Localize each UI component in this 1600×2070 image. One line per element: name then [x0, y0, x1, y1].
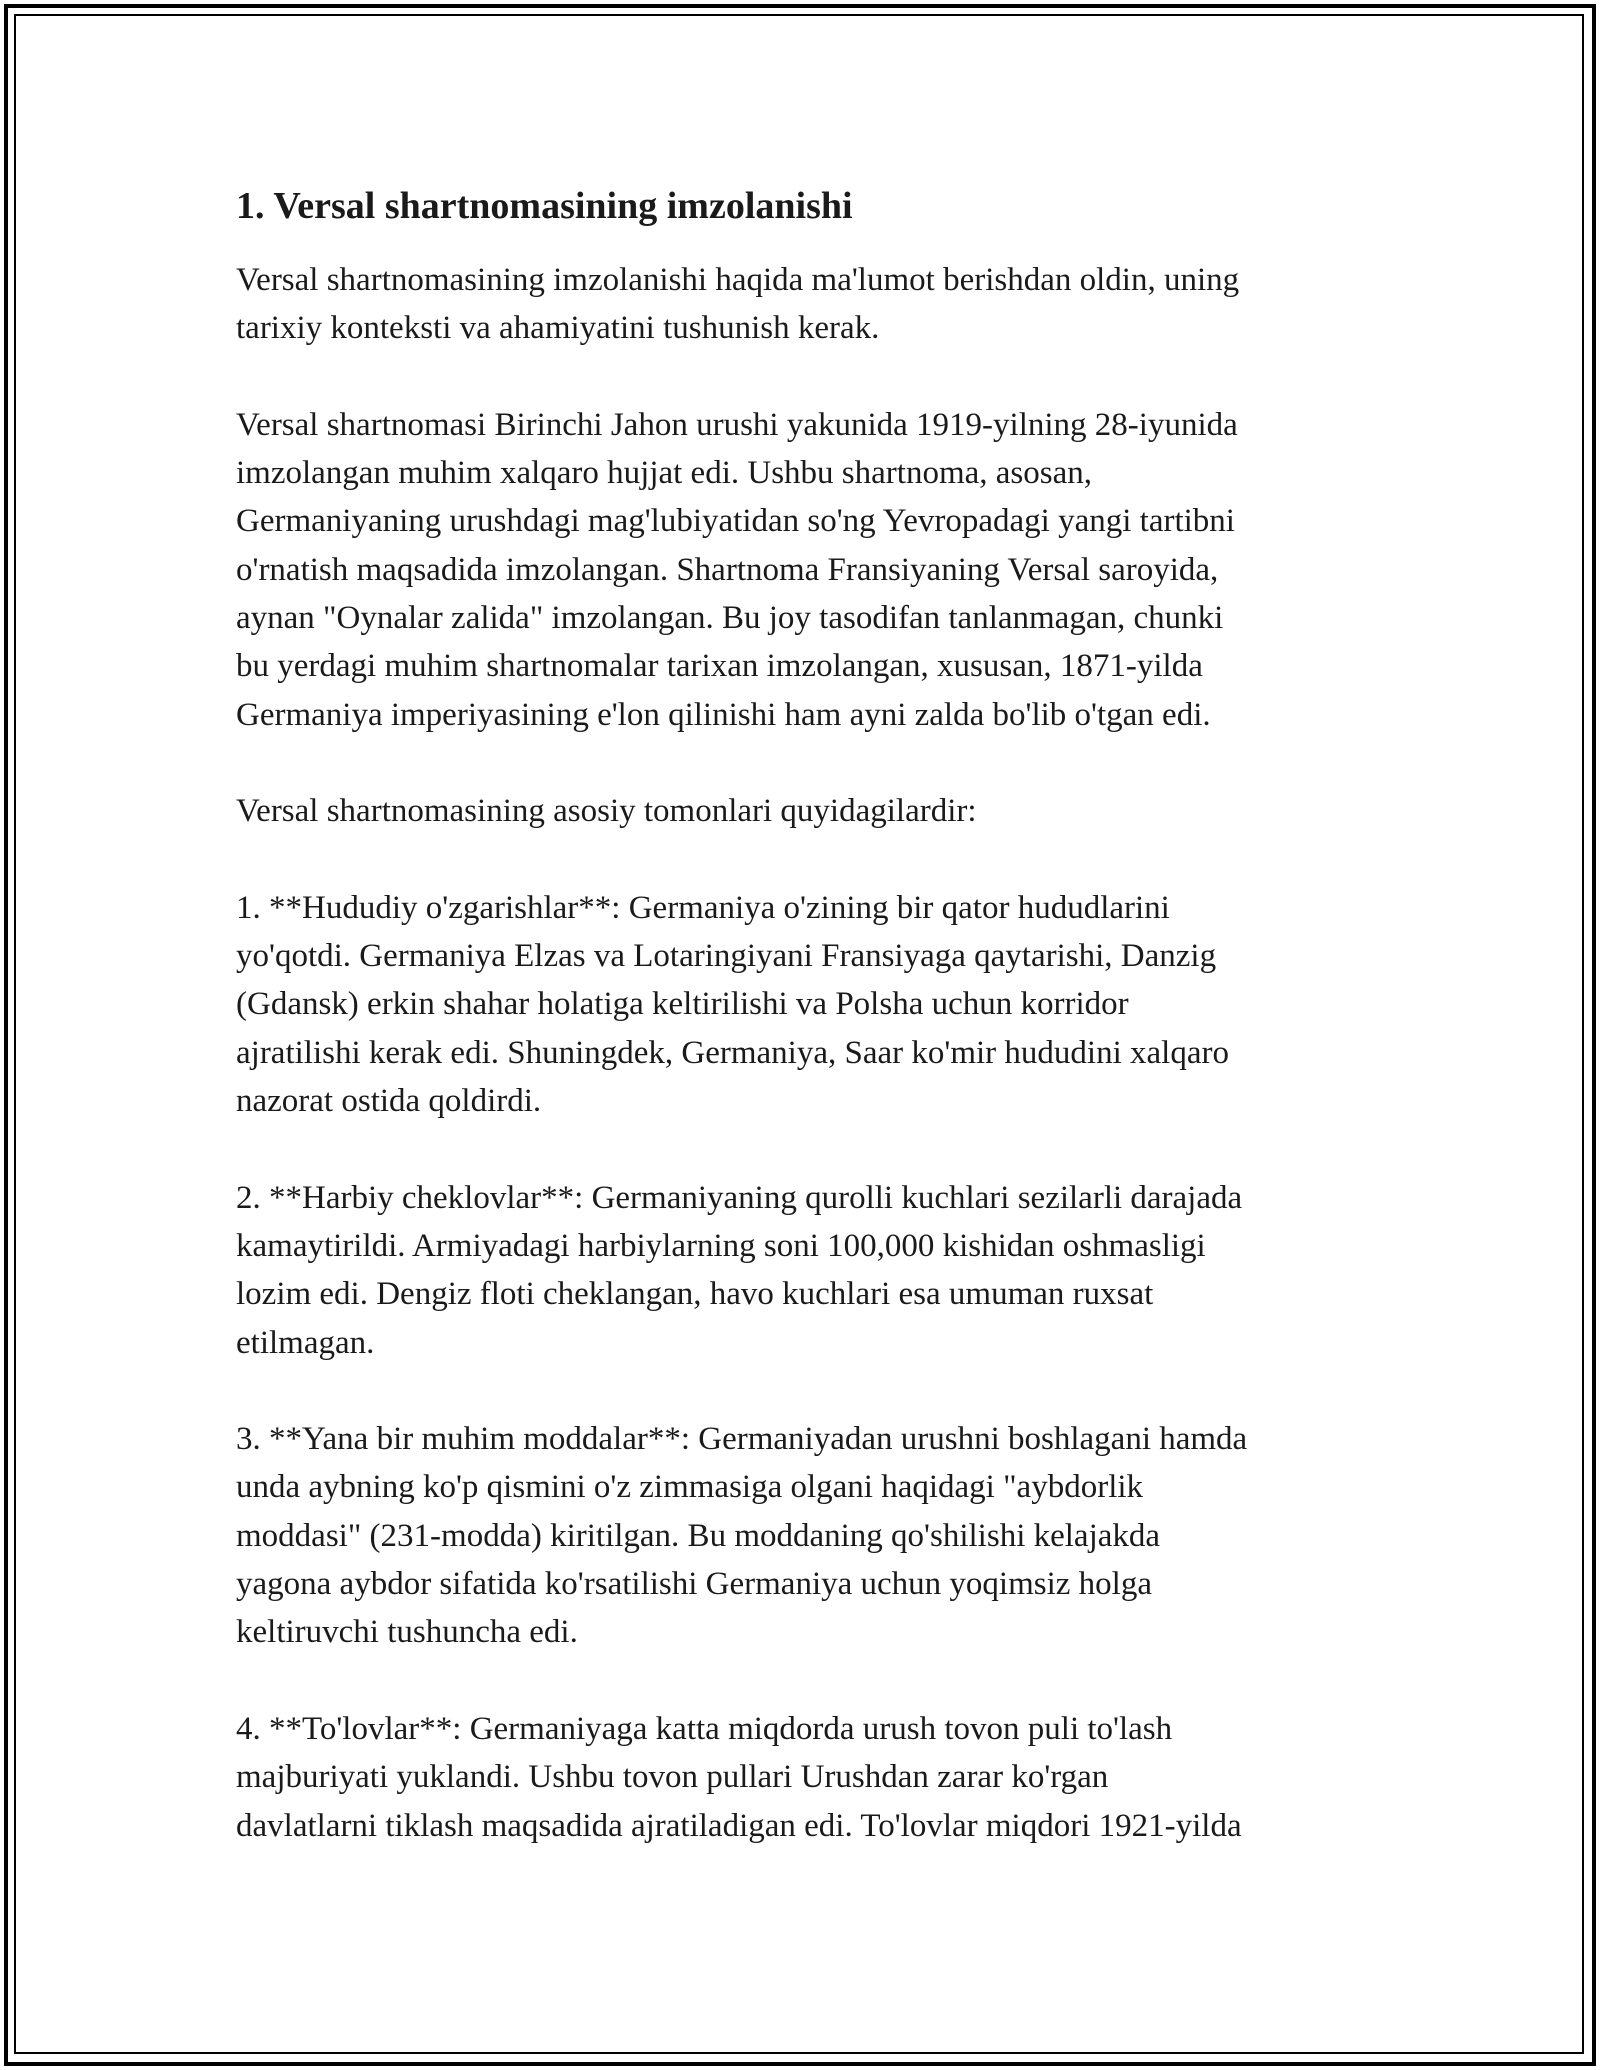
list-item-reparations: 4. **To'lovlar**: Germaniyaga katta miqdorda urush tovon puli to'lash majburiyati yuklandi. Ushbu tovon pullari Urushdan zarar ko'rgan davlatlarni tiklash maqsadida ajratiladigan edi. To'lovlar miqdori 1921-yilda [236, 1710, 1242, 1844]
paragraph-context: Versal shartnomasi Birinchi Jahon urushi yakunida 1919-yilning 28-iyunida imzolangan muhim xalqaro hujjat edi. Ushbu shartnoma, asosan, Germaniyaning urushdagi mag'lubiyatidan so'ng Yevropadagi yangi tartibni o'rnatish maqsadida imzolangan. Shartnoma Fransiyaning Versal saroyida, aynan "Oynalar zalida" imzolangan. Bu joy tasodifan tanlanmagan, chunki bu yerdagi muhim shartnomalar tarixan imzolangan, xususan, 1871-yilda Germaniya imperiyasining e'lon qilinishi ham ayni zalda bo'lib o'tgan edi. [236, 406, 1238, 733]
document-body [236, 182, 1376, 1898]
list-item-military: 2. **Harbiy cheklovlar**: Germaniyaning qurolli kuchlari sezilarli darajada kamaytirildi. Armiyadagi harbiylarning soni 100,000 kishidan oshmasligi lozim edi. Dengiz floti cheklangan, havo kuchlari esa umuman ruxsat etilmagan. [236, 1179, 1243, 1361]
list-item-articles: 3. **Yana bir muhim moddalar**: Germaniyadan urushni boshlagani hamda unda aybning ko'p qismini o'z zimmasiga olgani haqidagi "aybdorlik moddasi" (231-modda) kiritilgan. Bu moddaning qo'shilishi kelajakda yagona aybdor sifatida ko'rsatilishi Germaniya uchun yoqimsiz holga keltiruvchi tushuncha edi. [236, 1421, 1248, 1651]
paragraph-aspects-lead: Versal shartnomasining asosiy tomonlari quyidagilardir: [236, 793, 977, 830]
section-heading: 1. Versal shartnomasining imzolanishi [236, 185, 853, 227]
list-item-territorial: 1. **Hududiy o'zgarishlar**: Germaniya o'zining bir qator hududlarini yo'qotdi. Germaniya Elzas va Lotaringiyani Fransiyaga qaytarishi, Danzig (Gdansk) erkin shahar holatiga keltirilishi va Polsha uchun korridor ajratilishi kerak edi. Shuningdek, Germaniya, Saar ko'mir hududini xalqaro nazorat ostida qoldirdi. [236, 889, 1229, 1120]
paragraph-intro: Versal shartnomasining imzolanishi haqida ma'lumot berishdan oldin, uning tarixiy konteksti va ahamiyatini tushunish kerak. [236, 262, 1240, 347]
